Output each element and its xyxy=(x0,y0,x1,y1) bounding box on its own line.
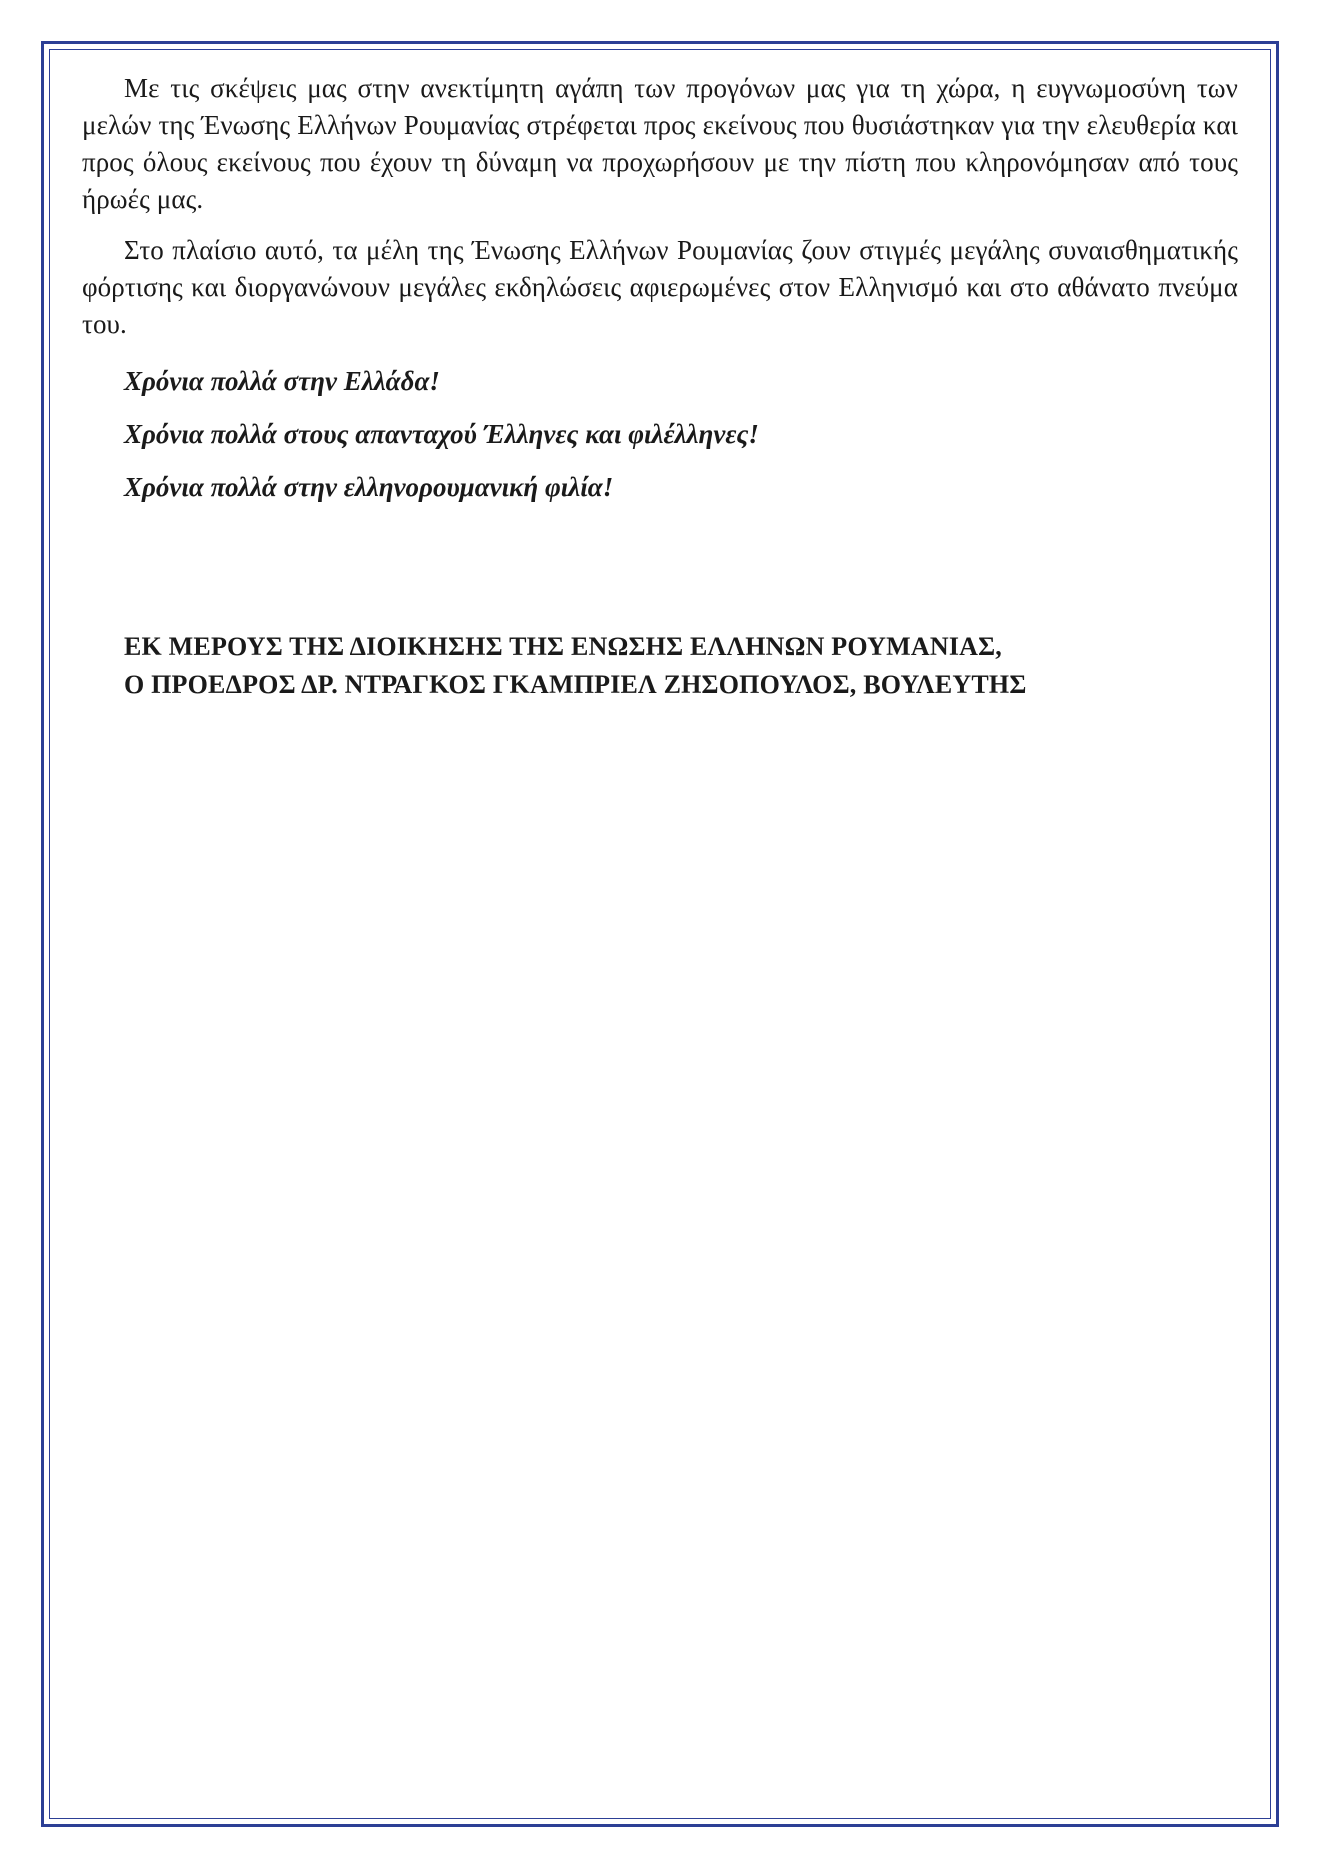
letter-body xyxy=(82,70,1238,522)
wish-greeks-philhellenes: Χρόνια πολλά στους απανταχού Έλληνες και φιλέλληνες! xyxy=(124,419,759,449)
signature-line-organization: ΕΚ ΜΕΡΟΥΣ ΤΗΣ ΔΙΟΙΚΗΣΗΣ ΤΗΣ ΕΝΩΣΗΣ ΕΛΛΗΝΩΝ ΡΟΥΜΑΝΙΑΣ, xyxy=(124,632,1003,661)
signature-line-president: Ο ΠΡΟΕΔΡΟΣ ΔΡ. ΝΤΡΑΓΚΟΣ ΓΚΑΜΠΡΙΕΛ ΖΗΣΟΠΟΥΛΟΣ, ΒΟΥΛΕΥΤΗΣ xyxy=(124,670,1027,699)
paragraph-gratitude: Με τις σκέψεις μας στην ανεκτίμητη αγάπη των προγόνων μας για τη χώρα, η ευγνωμοσύνη των μελών της Ένωσης Ελλήνων Ρουμανίας στρέφεται προς εκείνους που θυσιάστηκαν για την ελευθερία και προς όλους εκείνους που έχουν τη δύναμη να προχωρήσουν με την πίστη που κληρονόμησαν από τους ήρωές μας. xyxy=(82,73,1238,214)
signature-block xyxy=(124,628,1224,704)
paragraph-events: Στο πλαίσιο αυτό, τα μέλη της Ένωσης Ελλήνων Ρουμανίας ζουν στιγμές μεγάλης συναισθηματικής φόρτισης και διοργανώνουν μεγάλες εκδηλώσεις αφιερωμένες στον Ελληνισμό και στο αθάνατο πνεύμα του. xyxy=(82,235,1238,339)
wish-greece: Χρόνια πολλά στην Ελλάδα! xyxy=(124,366,440,396)
wish-greek-romanian-friendship: Χρόνια πολλά στην ελληνορουμανική φιλία! xyxy=(124,472,614,502)
